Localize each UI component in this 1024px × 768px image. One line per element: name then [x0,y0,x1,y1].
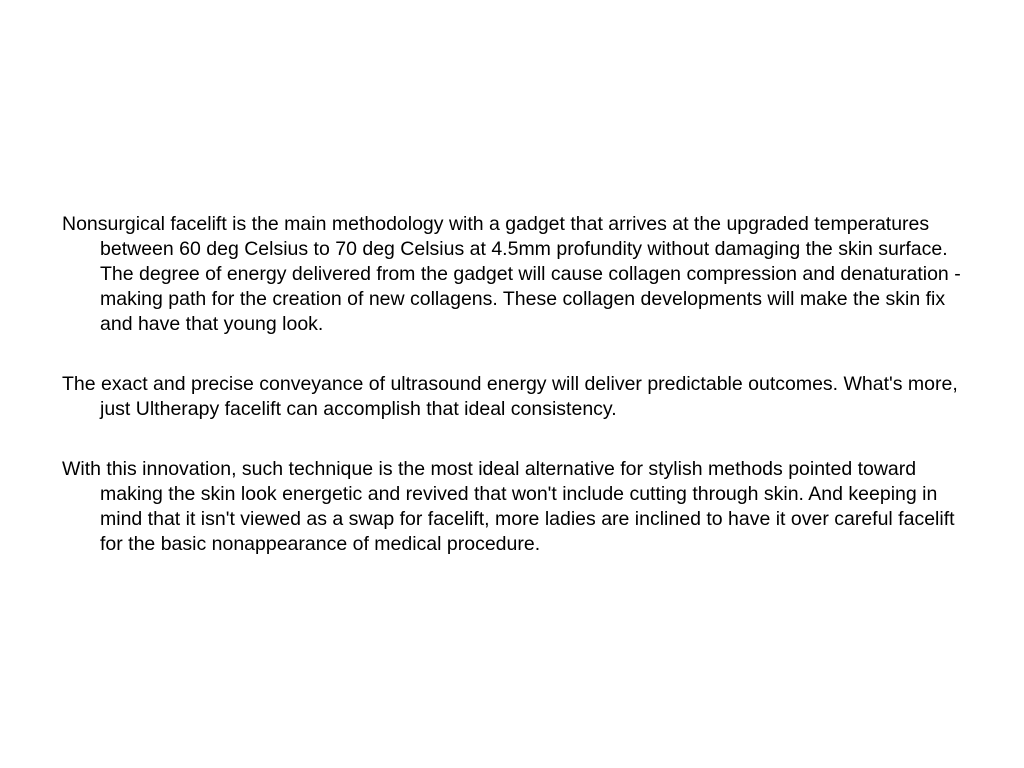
paragraph-3: With this innovation, such technique is the most ideal alternative for stylish methods pointed toward making the skin look energetic and revived that won't include cutting through skin. And keeping in mind that it isn't viewed as a swap for facelift, more ladies are inclined to have it over careful facelift for the basic nonappearance of medical procedure. [62,458,955,555]
paragraph-2: The exact and precise conveyance of ultrasound energy will deliver predictable outcomes. What's more, just Ultherapy facelift can accomplish that ideal consistency. [62,373,958,420]
text-body [62,212,972,557]
paragraph-1: Nonsurgical facelift is the main methodology with a gadget that arrives at the upgraded temperatures between 60 deg Celsius to 70 deg Celsius at 4.5mm profundity without damaging the skin surface. The degree of energy delivered from the gadget will cause collagen compression and denaturation - making path for the creation of new collagens. These collagen developments will make the skin fix and have that young look. [62,213,961,335]
